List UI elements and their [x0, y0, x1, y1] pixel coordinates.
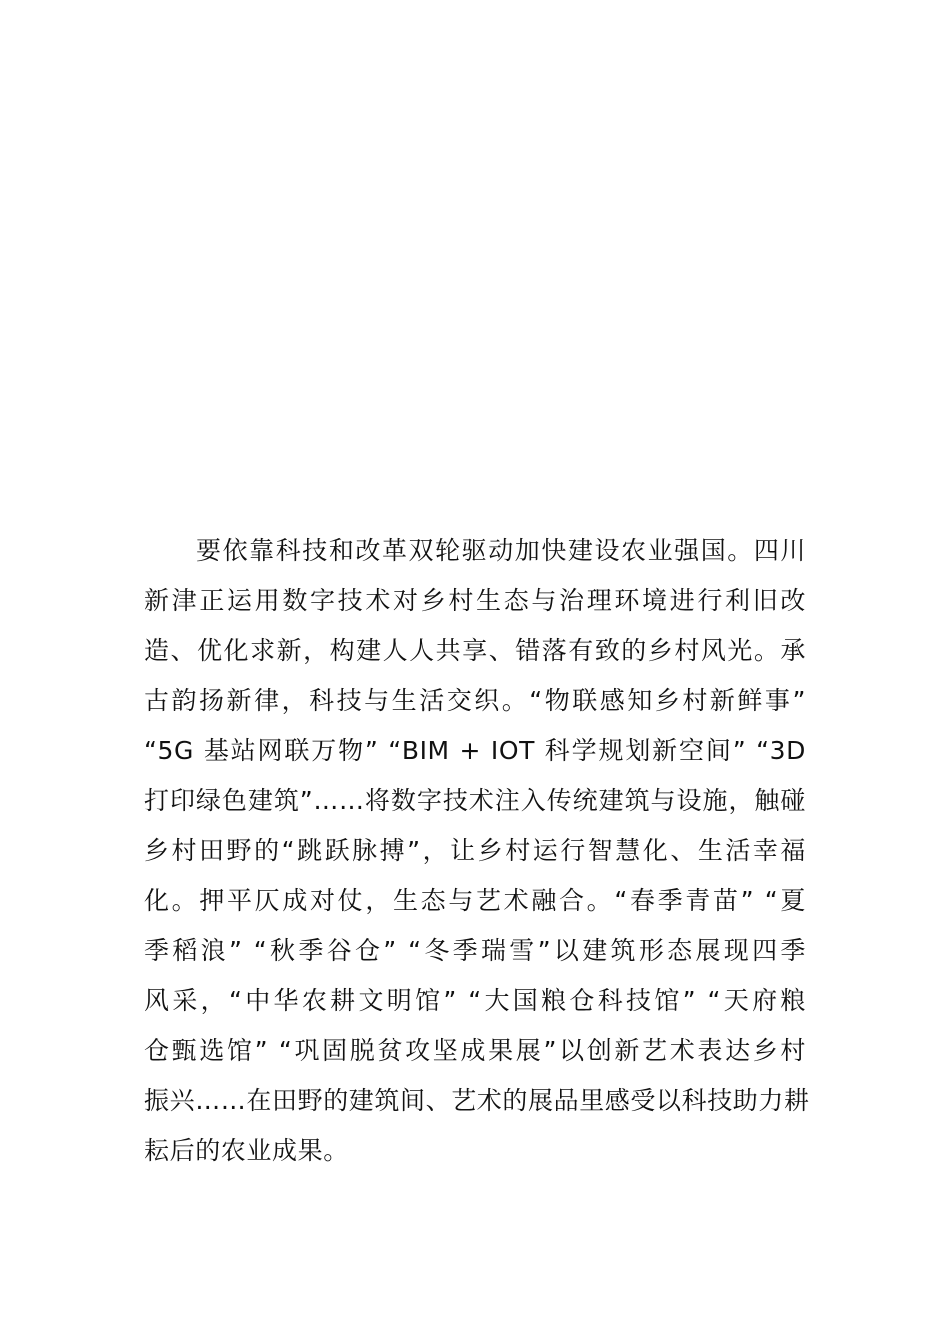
paragraph-line: 仓甄选馆” “巩固脱贫攻坚成果展”以创新艺术表达乡村 — [144, 1036, 806, 1065]
paragraph-line: “5G 基站网联万物” “BIM + IOT 科学规划新空间” “3D — [144, 736, 806, 765]
paragraph-line: 风采，“中华农耕文明馆” “大国粮仓科技馆” “天府粮 — [144, 986, 806, 1015]
paragraph-line: 振兴……在田野的建筑间、艺术的展品里感受以科技助力耕 — [144, 1086, 810, 1115]
paragraph-line: 要依靠科技和改革双轮驱动加快建设农业强国。四川 — [196, 536, 806, 565]
paragraph-line: 化。押平仄成对仗，生态与艺术融合。“春季青苗” “夏 — [144, 886, 806, 915]
paragraph-line: 新津正运用数字技术对乡村生态与治理环境进行利旧改 — [144, 586, 806, 615]
paragraph-line: 耘后的农业成果。 — [144, 1136, 349, 1165]
paragraph-line: 季稻浪” “秋季谷仓” “冬季瑞雪”以建筑形态展现四季 — [144, 936, 806, 965]
paragraph-line: 乡村田野的“跳跃脉搏”，让乡村运行智慧化、生活幸福 — [144, 836, 806, 865]
paragraph-line: 古韵扬新律，科技与生活交织。“物联感知乡村新鲜事” — [144, 686, 806, 715]
body-paragraph — [144, 526, 810, 1176]
paragraph-line: 造、优化求新，构建人人共享、错落有致的乡村风光。承 — [144, 636, 806, 665]
paragraph-line: 打印绿色建筑”……将数字技术注入传统建筑与设施，触碰 — [144, 786, 806, 815]
